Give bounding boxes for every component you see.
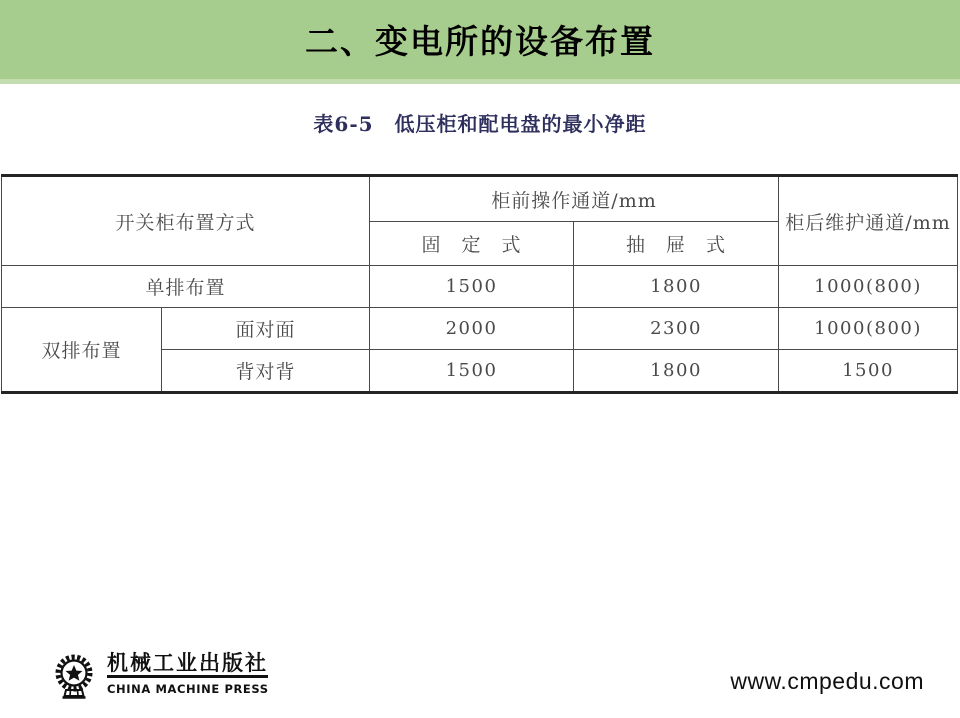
header-front-aisle: 柜前操作通道/mm (370, 176, 779, 222)
row-label-face-to-face: 面对面 (162, 308, 370, 350)
publisher-logo (52, 652, 269, 702)
header-drawer-type: 抽 屉 式 (574, 222, 779, 266)
table-cell: 1500 (370, 266, 574, 308)
table-cell: 1800 (574, 266, 779, 308)
header-fixed-type: 固 定 式 (370, 222, 574, 266)
table-cell: 2000 (370, 308, 574, 350)
table-cell: 1000(800) (779, 266, 958, 308)
publisher-name-en: CHINA MACHINE PRESS (107, 682, 269, 697)
publisher-website: www.cmpedu.com (730, 668, 924, 694)
table-cell: 1800 (574, 350, 779, 393)
table-row-double-face (2, 308, 958, 350)
publisher-name-cn: 机械工业出版社 (107, 652, 268, 678)
table-cell: 1500 (779, 350, 958, 393)
header-band (0, 0, 960, 84)
header-arrangement: 开关柜布置方式 (2, 176, 370, 266)
clearance-table (1, 174, 958, 394)
table-cell: 2300 (574, 308, 779, 350)
row-label-double: 双排布置 (2, 308, 162, 393)
table-caption: 表6-5 低压柜和配电盘的最小净距 (313, 112, 647, 136)
publisher-name-block (107, 652, 269, 697)
table-cell: 1500 (370, 350, 574, 393)
table-row-single (2, 266, 958, 308)
table-cell: 1000(800) (779, 308, 958, 350)
row-label-single: 单排布置 (2, 266, 370, 308)
clearance-table-container (1, 174, 957, 394)
row-label-back-to-back: 背对背 (162, 350, 370, 393)
slide-title: 二、变电所的设备布置 (305, 22, 655, 61)
gear-star-emblem-icon (52, 652, 98, 702)
header-rear-aisle: 柜后维护通道/mm (779, 176, 958, 266)
